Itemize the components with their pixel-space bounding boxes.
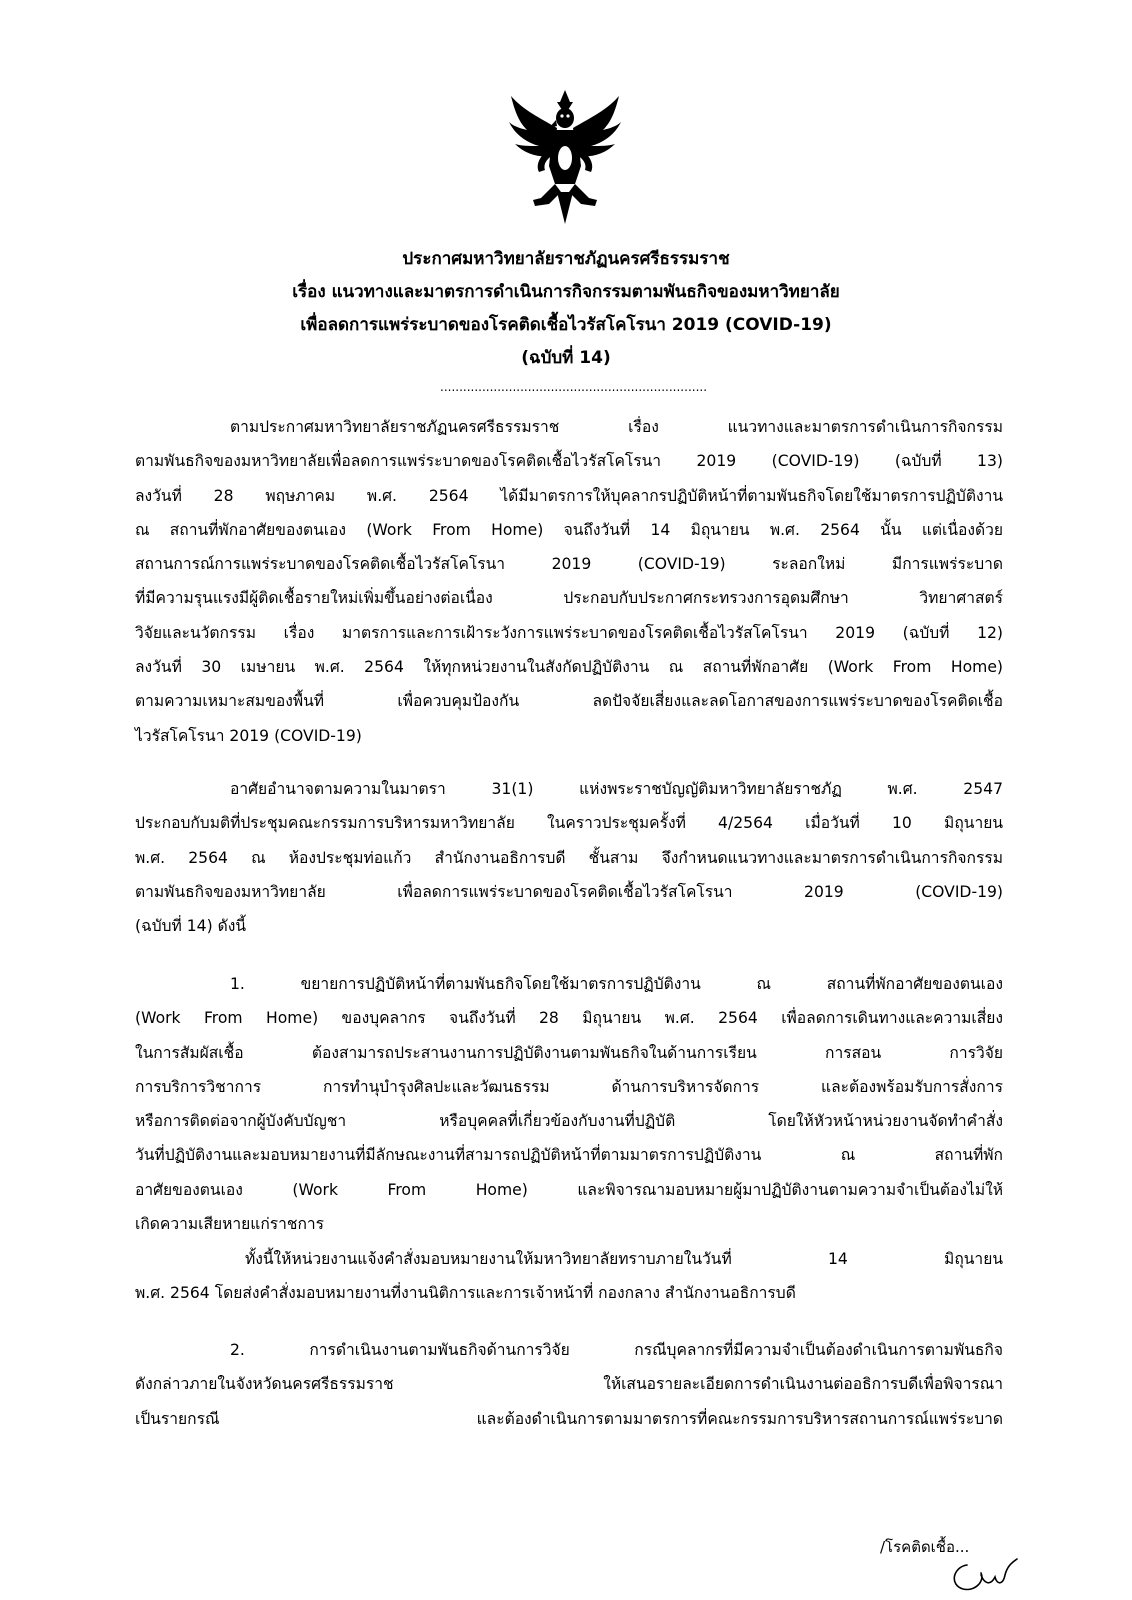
paragraph-line: พ.ศ. 2564 ณ ห้องประชุมท่อแก้ว สำนักงานอธิการบดี ชั้นสาม จึงกำหนดแนวทางและมาตรการดำเนินการกิจกรรม	[135, 848, 1003, 867]
paragraph-authority	[135, 772, 1003, 943]
paragraph-line: ทั้งนี้ให้หน่วยงานแจ้งคำสั่งมอบหมายงานให้มหาวิทยาลัยทราบภายในวันที่ 14 มิถุนายน	[245, 1250, 1003, 1268]
paragraph-note	[135, 1242, 1003, 1311]
paragraph-line: ลงวันที่ 30 เมษายน พ.ศ. 2564 ให้ทุกหน่วยงานในสังกัดปฏิบัติงาน ณ สถานที่พักอาศัย (Work From Home)	[135, 658, 1003, 677]
issuer-title: ประกาศมหาวิทยาลัยราชภัฏนครศรีธรรมราช	[402, 249, 730, 269]
paragraph-line: การบริการวิชาการ การทำนุบำรุงศิลปะและวัฒนธรรม ด้านการบริหารจัดการ และต้องพร้อมรับการสั่งการ	[135, 1077, 1003, 1096]
paragraph-line: 2. การดำเนินงานตามพันธกิจด้านการวิจัย กรณีบุคลากรที่มีความจำเป็นต้องดำเนินการตามพันธกิจ	[230, 1341, 1003, 1359]
handwritten-signature	[945, 1555, 1025, 1595]
paragraph-background	[135, 410, 1003, 753]
paragraph-line: หรือการติดต่อจากผู้บังคับบัญชา หรือบุคคลที่เกี่ยวข้องกับงานที่ปฏิบัติ โดยให้หัวหน้าหน่วยงานจัดทำคำสั่ง	[135, 1112, 1003, 1131]
paragraph-line: อาศัยอำนาจตามความในมาตรา 31(1) แห่งพระราชบัญญัติมหาวิทยาลัยราชภัฏ พ.ศ. 2547	[230, 780, 1003, 798]
paragraph-line: (ฉบับที่ 14) ดังนี้	[135, 917, 247, 936]
subject-line-2: เพื่อลดการแพร่ระบาดของโรคติดเชื้อไวรัสโคโรนา 2019 (COVID-19)	[300, 315, 832, 335]
paragraph-line: สถานการณ์การแพร่ระบาดของโรคติดเชื้อไวรัสโคโรนา 2019 (COVID-19) ระลอกใหม่ มีการแพร่ระบาด	[135, 555, 1003, 574]
title-separator: ......................................................................	[440, 380, 708, 394]
subject-line: เรื่อง แนวทางและมาตรการดำเนินการกิจกรรมตามพันธกิจของมหาวิทยาลัย	[292, 282, 840, 302]
paragraph-line: วันที่ปฏิบัติงานและมอบหมายงานที่มีลักษณะงานที่สามารถปฏิบัติหน้าที่ตามมาตรการปฏิบัติงาน ณ สถานที่พัก	[135, 1146, 1003, 1165]
paragraph-line: ประกอบกับมติที่ประชุมคณะกรรมการบริหารมหาวิทยาลัย ในคราวประชุมครั้งที่ 4/2564 เมื่อวันที่ 10 มิถุนายน	[135, 814, 1003, 833]
issue-number: (ฉบับที่ 14)	[521, 348, 611, 368]
paragraph-line: ลงวันที่ 28 พฤษภาคม พ.ศ. 2564 ได้มีมาตรการให้บุคลากรปฏิบัติหน้าที่ตามพันธกิจโดยใช้มาตรการปฏิบัติงาน	[135, 486, 1003, 505]
page-continuation-note: /โรคติดเชื้อ...	[880, 1538, 970, 1556]
paragraph-line: พ.ศ. 2564 โดยส่งคำสั่งมอบหมายงานที่งานนิติการและการเจ้าหน้าที่ กองกลาง สำนักงานอธิการบดี	[135, 1284, 796, 1303]
paragraph-line: (Work From Home) ของบุคลากร จนถึงวันที่ 28 มิถุนายน พ.ศ. 2564 เพื่อลดการเดินทางและความเสี่ยง	[135, 1009, 1003, 1028]
paragraph-line: 1. ขยายการปฏิบัติหน้าที่ตามพันธกิจโดยใช้มาตรการปฏิบัติงาน ณ สถานที่พักอาศัยของตนเอง	[230, 975, 1003, 993]
garuda-emblem-icon	[505, 88, 625, 228]
paragraph-line: อาศัยของตนเอง (Work From Home) และพิจารณามอบหมายผู้มาปฏิบัติงานตามความจำเป็นต้องไม่ให้	[135, 1180, 1003, 1199]
paragraph-line: เกิดความเสียหายแก่ราชการ	[135, 1215, 325, 1234]
announcement-title	[130, 243, 1002, 375]
paragraph-line: ที่มีความรุนแรงมีผู้ติดเชื้อรายใหม่เพิ่มขึ้นอย่างต่อเนื่อง ประกอบกับประกาศกระทรวงการอุดมศึกษา วิทยาศาสตร์	[135, 589, 1003, 608]
paragraph-line: ตามพันธกิจของมหาวิทยาลัยเพื่อลดการแพร่ระบาดของโรคติดเชื้อไวรัสโคโรนา 2019 (COVID-19) (ฉบับที่ 13)	[135, 452, 1003, 471]
paragraph-item-2	[135, 1333, 1003, 1436]
paragraph-line: ตามความเหมาะสมของพื้นที่ เพื่อควบคุมป้องกัน ลดปัจจัยเสี่ยงและลดโอกาสของการแพร่ระบาดของโรคติดเชื้อ	[135, 692, 1003, 711]
paragraph-line: ไวรัสโคโรนา 2019 (COVID-19)	[135, 726, 362, 745]
paragraph-line: ดังกล่าวภายในจังหวัดนครศรีธรรมราช ให้เสนอรายละเอียดการดำเนินงานต่ออธิการบดีเพื่อพิจารณา	[135, 1375, 1003, 1394]
paragraph-line: เป็นรายกรณี และต้องดำเนินการตามมาตรการที่คณะกรรมการบริหารสถานการณ์แพร่ระบาด	[135, 1409, 1003, 1428]
paragraph-line: วิจัยและนวัตกรรม เรื่อง มาตรการและการเฝ้าระวังการแพร่ระบาดของโรคติดเชื้อไวรัสโคโรนา 2019 (ฉบับที่ 12)	[135, 623, 1003, 642]
paragraph-line: ตามประกาศมหาวิทยาลัยราชภัฏนครศรีธรรมราช เรื่อง แนวทางและมาตรการดำเนินการกิจกรรม	[230, 418, 1003, 436]
paragraph-line: ตามพันธกิจของมหาวิทยาลัย เพื่อลดการแพร่ระบาดของโรคติดเชื้อไวรัสโคโรนา 2019 (COVID-19)	[135, 882, 1003, 901]
paragraph-item-1	[135, 967, 1003, 1241]
paragraph-line: ณ สถานที่พักอาศัยของตนเอง (Work From Home) จนถึงวันที่ 14 มิถุนายน พ.ศ. 2564 นั้น แต่เนื่องด้วย	[135, 520, 1003, 539]
paragraph-line: ในการสัมผัสเชื้อ ต้องสามารถประสานงานการปฏิบัติงานตามพันธกิจในด้านการเรียน การสอน การวิจัย	[135, 1043, 1003, 1062]
